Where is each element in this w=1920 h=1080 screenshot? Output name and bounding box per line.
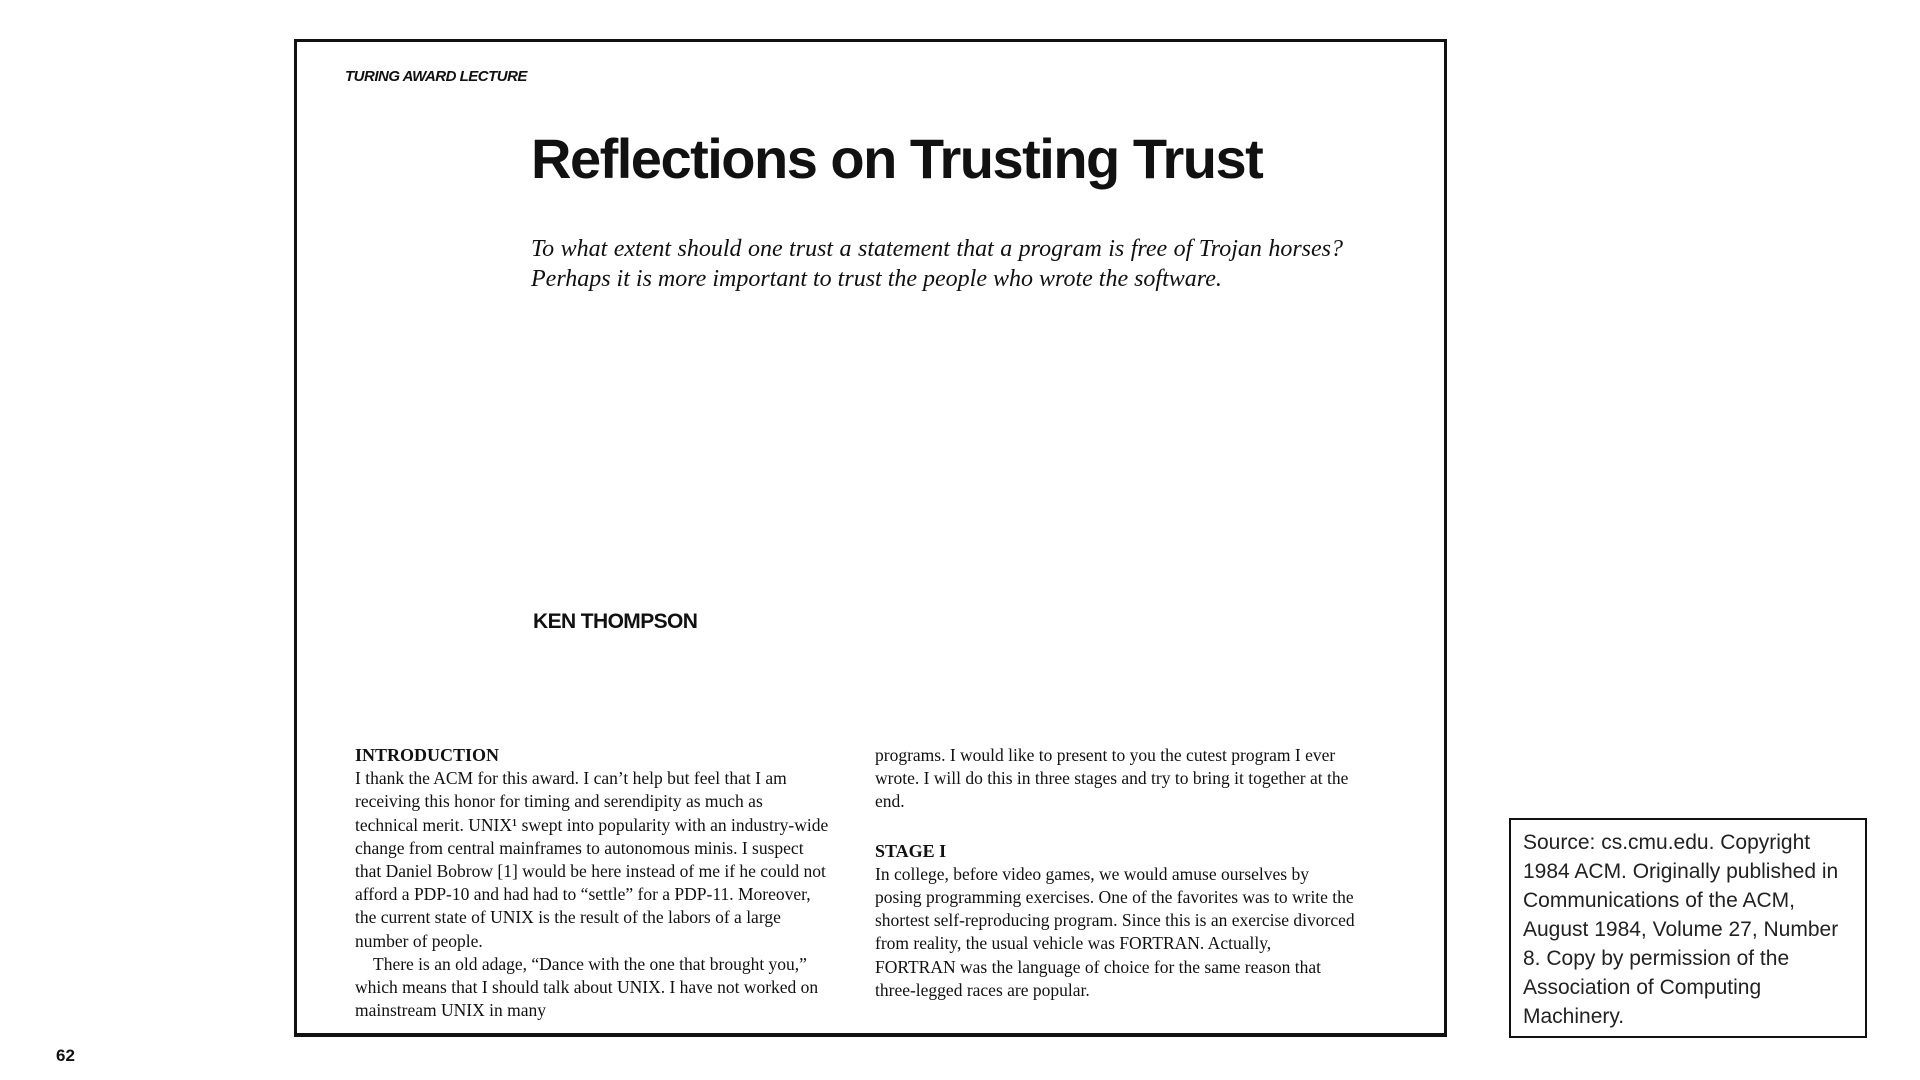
- intro-paragraph-1: I thank the ACM for this award. I can’t help but feel that I am receiving this honor for timing and serendipity as much as technical merit. UNIX¹ swept into popularity with an industry-wide change from central mainframes to autonomous minis. I suspect that Daniel Bobrow [1] would be here instead of me if he could not afford a PDP-10 and had had to “settle” for a PDP-11. Moreover, the current state of UNIX is the result of the labors of a large number of people.: [355, 768, 829, 951]
- right-column: [875, 744, 1355, 1002]
- column-spacer: [875, 814, 1355, 840]
- left-column: [355, 744, 829, 1022]
- article-title: Reflections on Trusting Trust: [531, 127, 1263, 190]
- intro-paragraph-2: There is an old adage, “Dance with the one that brought you,” which means that I should talk about UNIX. I have not worked on mainstream UNIX in many: [355, 953, 819, 1021]
- intro-paragraph-3: programs. I would like to present to you the cutest program I ever wrote. I will do this in three stages and try to bring it together at the end.: [875, 745, 1349, 812]
- series-label: TURING AWARD LECTURE: [345, 68, 527, 85]
- article-author: KEN THOMPSON: [533, 610, 698, 633]
- article-subtitle: To what extent should one trust a statement that a program is free of Trojan horses? Perhaps it is more important to trust the people who wrote the software.: [531, 236, 1343, 292]
- section-heading-stage-1: STAGE I: [875, 840, 947, 861]
- slide-number: 62: [56, 1046, 75, 1065]
- stage-1-paragraph: In college, before video games, we would amuse ourselves by posing programming exercises. One of the favorites was to write the shortest self-reproducing program. Since this is an exercise divorced from reality, the usual vehicle was FORTRAN. Actually, FORTRAN was the language of choice for the same reason that three-legged races are popular.: [875, 863, 1355, 1000]
- section-heading-introduction: INTRODUCTION: [355, 745, 500, 765]
- source-note-box: Source: cs.cmu.edu. Copyright 1984 ACM. Originally published in Communications of the ACM, August 1984, Volume 27, Number 8. Copy by permission of the Association of Computing Machinery.: [1509, 818, 1867, 1038]
- article-page-scan: [294, 39, 1447, 1037]
